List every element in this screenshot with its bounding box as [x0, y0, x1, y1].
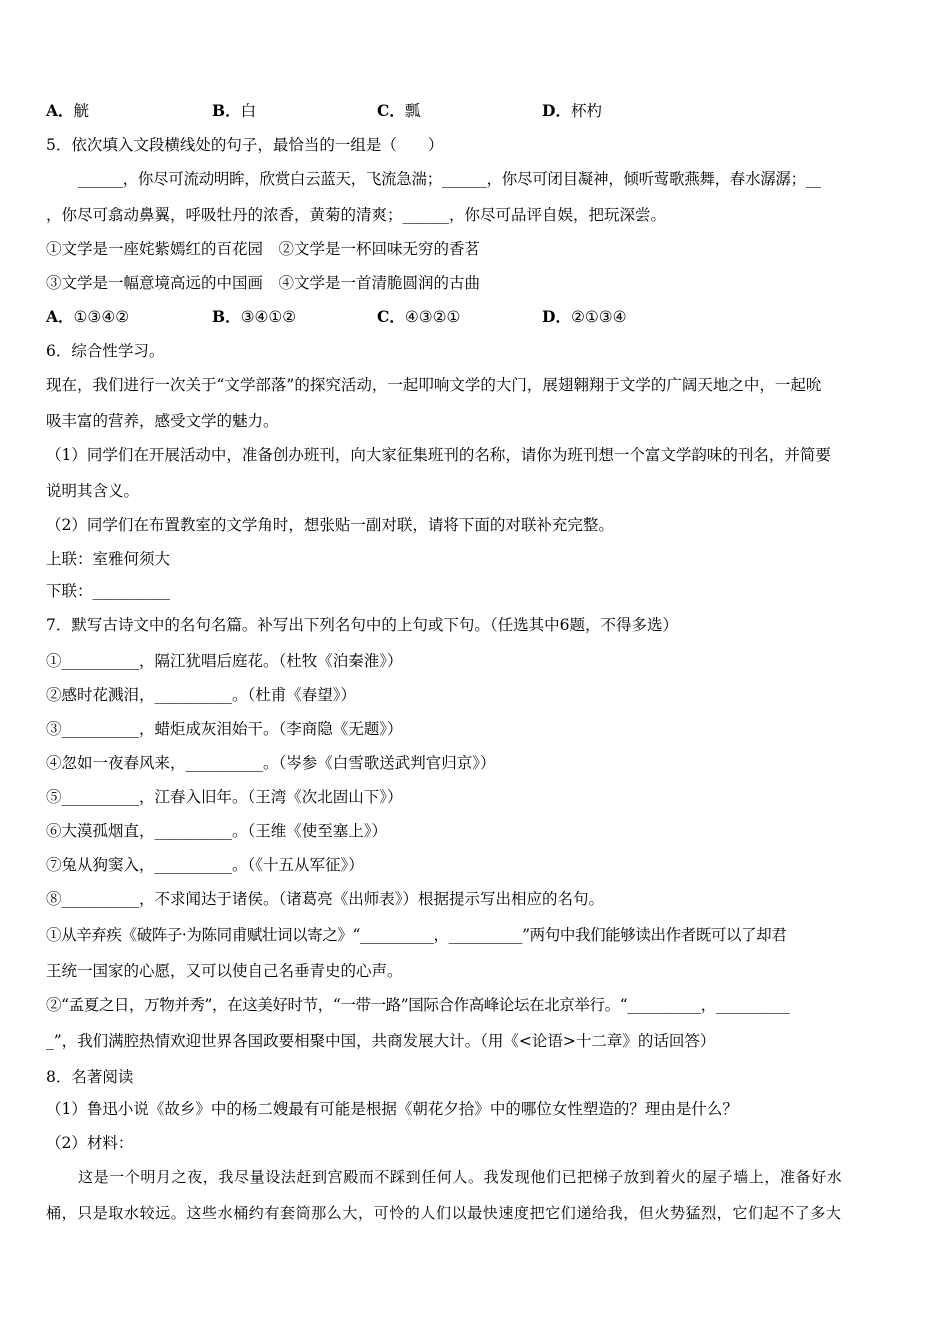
- q8-stem: 8．名著阅读: [46, 1068, 134, 1086]
- q8-part1: （1）鲁迅小说《故乡》中的杨二嫂最有可能是根据《朝花夕拾》中的哪位女性塑造的？理由是什么？: [46, 1100, 738, 1118]
- q5-option-b: B．③④①②: [212, 307, 297, 326]
- q7-item: ②感时花溅泪，__________。（杜甫《春望》）: [46, 686, 357, 704]
- q6-stem: 6．综合性学习。: [46, 342, 165, 360]
- q7-sub2-line1: ②“孟夏之日，万物并秀”，在这美好时节，“一带一路”国际合作高峰论坛在北京举行。“__________，__________: [46, 996, 790, 1014]
- q6-intro-line2: 吸丰富的营养，感受文学的魅力。: [46, 412, 279, 430]
- q5-option-c: C．④③②①: [377, 307, 461, 326]
- q5-passage-line2: ，你尽可翕动鼻翼，呼吸牡丹的浓香，黄菊的清爽；______，你尽可品评自娱，把玩深尝。: [46, 206, 667, 224]
- q6-part1-line2: 说明其含义。: [46, 482, 140, 500]
- q4-option-b: B．白: [212, 101, 257, 120]
- q6-part2: （2）同学们在布置教室的文学角时，想张贴一副对联，请将下面的对联补充完整。: [46, 516, 614, 534]
- q7-item: ③__________，蜡炬成灰泪始干。（李商隐《无题》）: [46, 720, 403, 738]
- q7-item: ⑥大漠孤烟直，__________。（王维《使至塞上》）: [46, 822, 388, 840]
- q8-part2: （2）材料：: [46, 1134, 134, 1152]
- q4-option-d: D．杯杓: [542, 101, 602, 120]
- q7-item: ⑦兔从狗窦入，__________。（《十五从军征》）: [46, 856, 364, 874]
- q7-sub1-line2: 王统一国家的心愿，又可以使自己名垂青史的心声。: [46, 962, 403, 980]
- q5-option-a: A．①③④②: [46, 307, 130, 326]
- q8-material-line2: 桶，只是取水较远。这些水桶约有套筒那么大，可怜的人们以最快速度把它们递给我，但火势猛烈，它们起不了多大: [46, 1204, 842, 1222]
- q5-option-d: D．②①③④: [542, 307, 627, 326]
- q7-item: ⑧__________，不求闻达于诸侯。（诸葛亮《出师表》）根据提示写出相应的名句。: [46, 890, 605, 908]
- q5-choices-line1: ①文学是一座姹紫嫣红的百花园 ②文学是一杯回味无穷的香茗: [46, 240, 481, 258]
- q5-choices-line2: ③文学是一幅意境高远的中国画 ④文学是一首清脆圆润的古曲: [46, 274, 481, 292]
- q6-lower-couplet: 下联：__________: [46, 582, 171, 600]
- q7-stem: 7．默写古诗文中的名句名篇。补写出下列名句中的上句或下句。（任选其中6题，不得多选）: [46, 616, 678, 634]
- q5-passage-line1: ______，你尽可流动明眸，欣赏白云蓝天，飞流急湍；______，你尽可闭目凝神，倾听莺歌燕舞，春水潺潺；__: [78, 170, 821, 188]
- q7-item: ①__________，隔江犹唱后庭花。（杜牧《泊秦淮》）: [46, 652, 403, 670]
- q7-sub2-line2: _”，我们满腔热情欢迎世界各国政要相聚中国，共商发展大计。（用《<论语>十二章》的话回答）: [46, 1032, 716, 1050]
- q7-item: ④忽如一夜春风来，__________。（岑参《白雪歌送武判官归京》）: [46, 754, 496, 772]
- q5-stem: 5．依次填入文段横线处的句子，最恰当的一组是（ ）: [46, 136, 444, 154]
- q6-intro-line1: 现在，我们进行一次关于“文学部落”的探究活动，一起叩响文学的大门，展翅翱翔于文学的广阔天地之中，一起吮: [46, 376, 822, 394]
- q7-sub1-line1: ①从辛弃疾《破阵子·为陈同甫赋壮词以寄之》“__________，__________”两句中我们能够读出作者既可以了却君: [46, 926, 787, 944]
- q8-material-line1: 这是一个明月之夜，我尽量设法赶到宫殿而不踩到任何人。我发现他们已把梯子放到着火的屋子墙上，准备好水: [78, 1168, 843, 1186]
- q6-part1-line1: （1）同学们在开展活动中，准备创办班刊，向大家征集班刊的名称，请你为班刊想一个富文学韵味的刊名，并简要: [46, 446, 831, 464]
- q4-option-c: C．瓢: [377, 101, 421, 120]
- q6-upper-couplet: 上联：室雅何须大: [46, 550, 171, 568]
- q4-option-a: A．觥: [46, 101, 90, 120]
- q7-item: ⑤__________，江春入旧年。（王湾《次北固山下》）: [46, 788, 403, 806]
